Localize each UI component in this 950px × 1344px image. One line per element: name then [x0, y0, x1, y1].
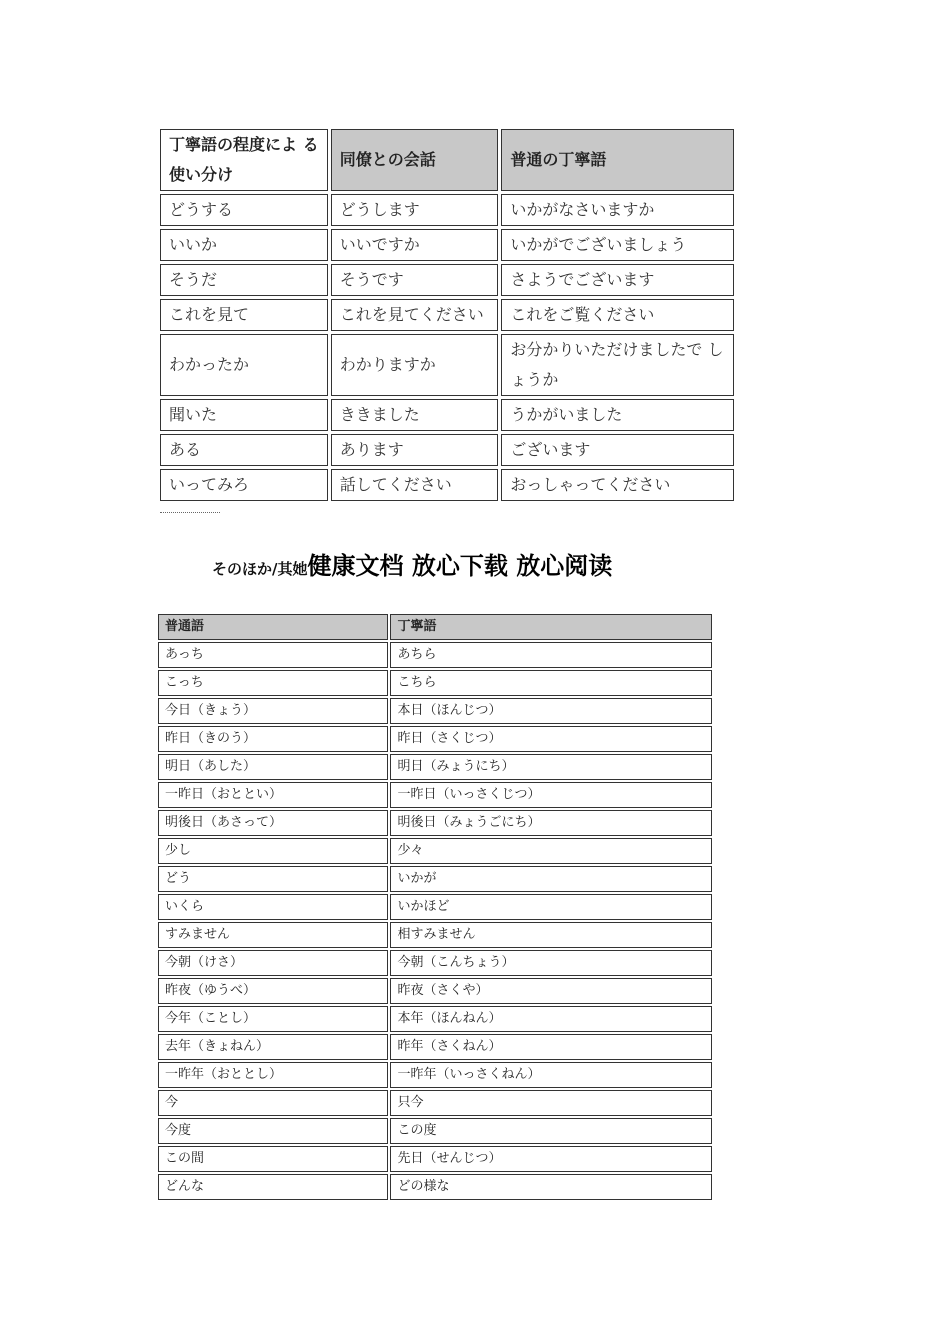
table-row	[160, 194, 734, 226]
table-row	[158, 1146, 712, 1172]
table-cell: 少し	[158, 838, 388, 864]
table-cell: 今年（ことし）	[158, 1006, 388, 1032]
table-row	[158, 1062, 712, 1088]
table-cell: そうだ	[160, 264, 328, 296]
table-row	[160, 299, 734, 331]
table-cell: 昨年（さくねん）	[390, 1034, 712, 1060]
table-row	[158, 810, 712, 836]
table-cell: 今度	[158, 1118, 388, 1144]
table-cell: どうする	[160, 194, 328, 226]
header-cell-polite: 普通の丁寧語	[501, 129, 734, 191]
table-row	[158, 922, 712, 948]
table-cell: すみません	[158, 922, 388, 948]
table-cell: お分かりいただけましたで しょうか	[501, 334, 734, 396]
table-cell: 聞いた	[160, 399, 328, 431]
table-row	[158, 866, 712, 892]
table-row	[158, 1118, 712, 1144]
table-cell: これをご覧ください	[501, 299, 734, 331]
table-cell: どんな	[158, 1174, 388, 1200]
table-row	[158, 782, 712, 808]
divider	[160, 512, 220, 517]
table-cell: うかがいました	[501, 399, 734, 431]
table-cell: いかがなさいますか	[501, 194, 734, 226]
table-cell: 今朝（けさ）	[158, 950, 388, 976]
table-cell: あっち	[158, 642, 388, 668]
table-row	[158, 670, 712, 696]
table-row	[158, 1006, 712, 1032]
table-row	[160, 434, 734, 466]
table-cell: こっち	[158, 670, 388, 696]
section-heading-label: そのほか/其她	[212, 560, 308, 578]
table-row	[158, 1174, 712, 1200]
table-cell: あちら	[390, 642, 712, 668]
table-cell: どの様な	[390, 1174, 712, 1200]
table-cell: 昨夜（さくや）	[390, 978, 712, 1004]
table-cell: 明日（あした）	[158, 754, 388, 780]
header-cell-plain: 普通語	[158, 614, 388, 640]
table-cell: いくら	[158, 894, 388, 920]
header-cell-colleague: 同僚との会話	[331, 129, 499, 191]
table-cell: いってみろ	[160, 469, 328, 501]
table-row	[158, 978, 712, 1004]
table-cell: 話してください	[331, 469, 499, 501]
table-row	[160, 229, 734, 261]
table-cell: 先日（せんじつ）	[390, 1146, 712, 1172]
table-cell: 一昨年（いっさくねん）	[390, 1062, 712, 1088]
table-cell: 一昨年（おととし）	[158, 1062, 388, 1088]
table-cell: さようでございます	[501, 264, 734, 296]
table-cell: 今日（きょう）	[158, 698, 388, 724]
table-cell: この間	[158, 1146, 388, 1172]
table-cell: 本日（ほんじつ）	[390, 698, 712, 724]
table-cell: これを見てください	[331, 299, 499, 331]
table-row	[158, 642, 712, 668]
table-row	[158, 1090, 712, 1116]
table-cell: ございます	[501, 434, 734, 466]
table-header-row	[158, 614, 712, 640]
table-cell: 去年（きょねん）	[158, 1034, 388, 1060]
table-cell: あります	[331, 434, 499, 466]
header-cell-polite: 丁寧語	[390, 614, 712, 640]
table-cell: いいか	[160, 229, 328, 261]
table-cell: ききました	[331, 399, 499, 431]
table-row	[158, 838, 712, 864]
table-row	[160, 399, 734, 431]
table-row	[158, 698, 712, 724]
table-cell: この度	[390, 1118, 712, 1144]
section-heading-title: 健康文档 放心下载 放心阅读	[307, 552, 613, 580]
table-cell: 明日（みょうにち）	[390, 754, 712, 780]
table-row	[158, 1034, 712, 1060]
table-cell: いかがでございましょう	[501, 229, 734, 261]
header-cell-usage: 丁寧語の程度によ る使い分け	[160, 129, 328, 191]
table-cell: いいですか	[331, 229, 499, 261]
politeness-levels-table	[157, 126, 737, 504]
table-row	[160, 469, 734, 501]
table-cell: わかりますか	[331, 334, 499, 396]
table-cell: 少々	[390, 838, 712, 864]
table-cell: 昨夜（ゆうべ）	[158, 978, 388, 1004]
polite-vocabulary-table	[156, 612, 714, 1202]
table-cell: 今	[158, 1090, 388, 1116]
table-cell: 昨日（きのう）	[158, 726, 388, 752]
table-cell: 昨日（さくじつ）	[390, 726, 712, 752]
table-cell: どう	[158, 866, 388, 892]
table-cell: 只今	[390, 1090, 712, 1116]
table-row	[160, 334, 734, 396]
table-cell: ある	[160, 434, 328, 466]
table-cell: 明後日（みょうごにち）	[390, 810, 712, 836]
table-cell: どうします	[331, 194, 499, 226]
table-header-row	[160, 129, 734, 191]
table-row	[158, 726, 712, 752]
table-row	[158, 894, 712, 920]
table-cell: 今朝（こんちょう）	[390, 950, 712, 976]
table-cell: こちら	[390, 670, 712, 696]
section-heading	[212, 548, 812, 584]
table-cell: これを見て	[160, 299, 328, 331]
table-cell: いかが	[390, 866, 712, 892]
table-cell: 一昨日（おととい）	[158, 782, 388, 808]
table-cell: 相すみません	[390, 922, 712, 948]
table-row	[160, 264, 734, 296]
table-cell: 明後日（あさって）	[158, 810, 388, 836]
table-row	[158, 754, 712, 780]
table-cell: 本年（ほんねん）	[390, 1006, 712, 1032]
table-cell: おっしゃってください	[501, 469, 734, 501]
table-cell: 一昨日（いっさくじつ）	[390, 782, 712, 808]
table-cell: わかったか	[160, 334, 328, 396]
table-cell: そうです	[331, 264, 499, 296]
table-cell: いかほど	[390, 894, 712, 920]
table-row	[158, 950, 712, 976]
